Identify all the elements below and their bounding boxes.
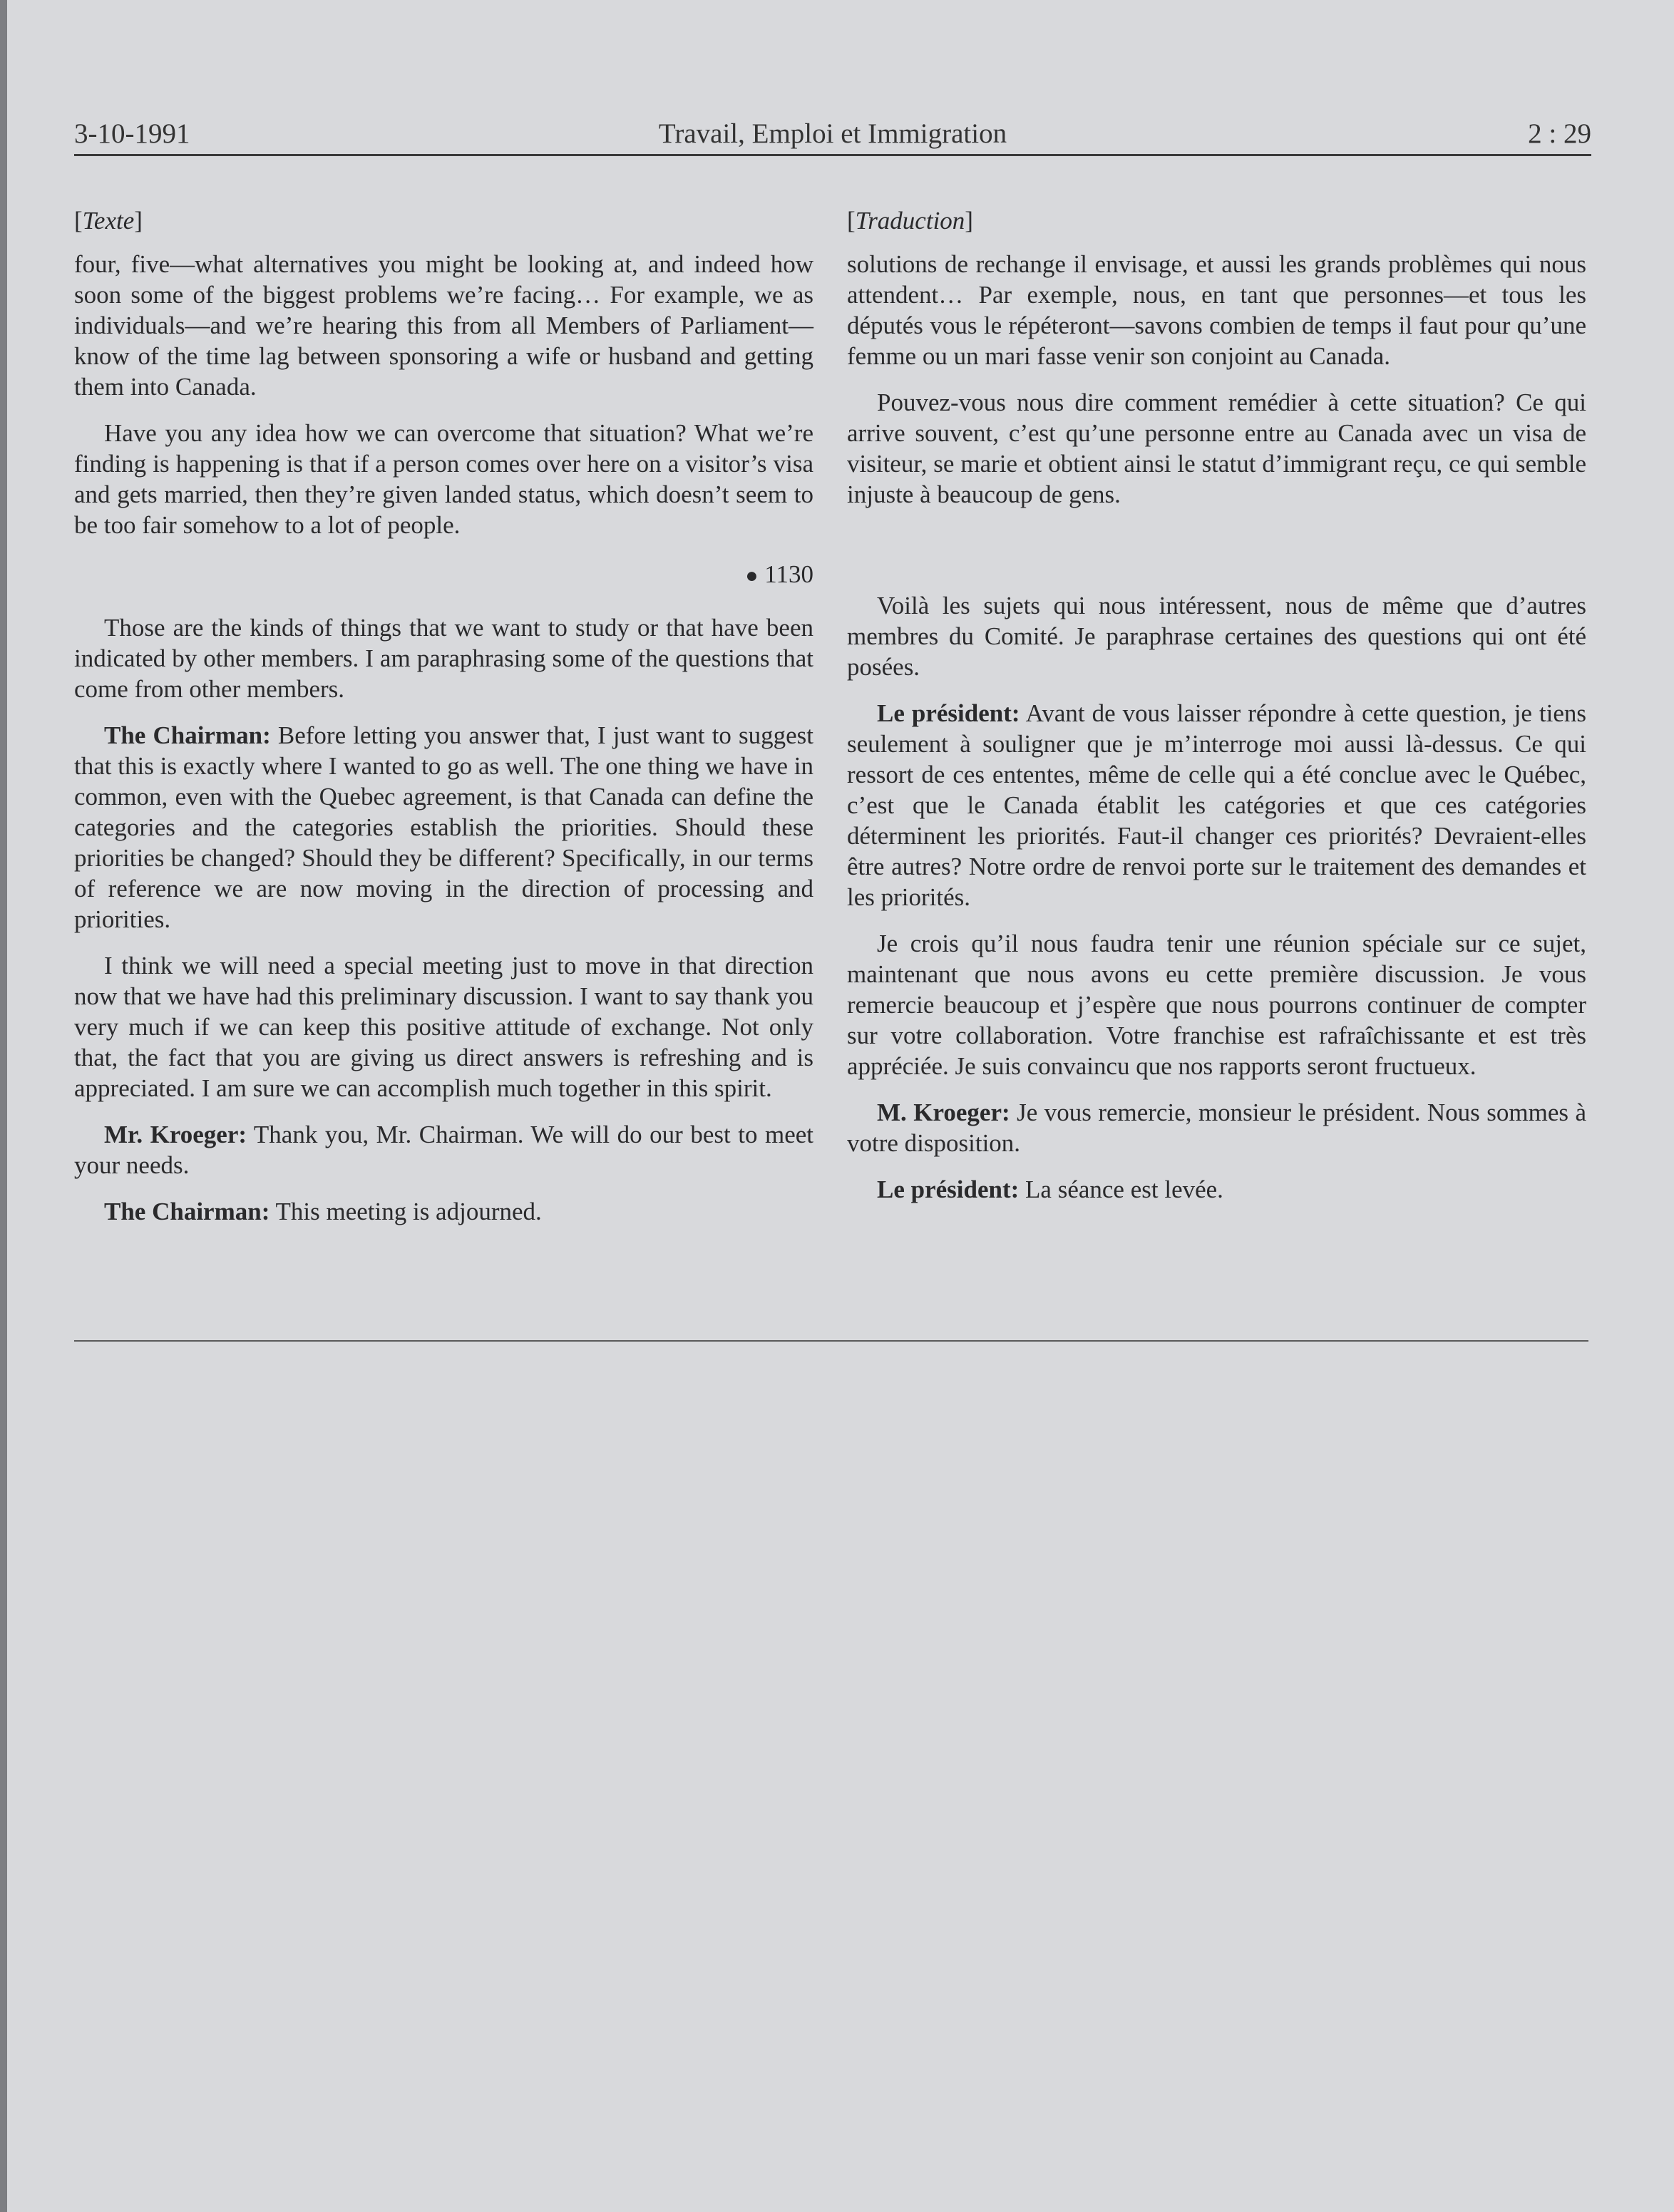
time-marker	[74, 559, 813, 591]
bullet-icon: ●	[745, 564, 759, 587]
paragraph: Pouvez-vous nous dire comment remédier à cette situation? Ce qui arrive souvent, c’est qu’une personne entre au Canada avec un visa de visiteur, se marie et obtient ainsi le statut d’immigrant reçu, ce qui semble injuste à beaucoup de gens.	[847, 389, 1586, 508]
paragraph: Voilà les sujets qui nous intéressent, nous de même que d’autres membres du Comité. Je paraphrase certaines des questions qui ont été posées.	[847, 592, 1586, 681]
speech-paragraph	[847, 698, 1586, 912]
column-tag: [Traduction]	[847, 207, 973, 235]
page-binding-edge	[0, 0, 7, 2212]
speaker-name: Le président:	[877, 1176, 1020, 1203]
speech-text: Je vous remercie, monsieur le président. Nous sommes à votre disposition.	[847, 1099, 1586, 1157]
header-date: 3-10-1991	[74, 118, 190, 149]
speech-paragraph	[74, 1119, 813, 1180]
speaker-name: Mr. Kroeger:	[104, 1121, 247, 1148]
speech-paragraph	[847, 1097, 1586, 1158]
speech-text: Before letting you answer that, I just want to suggest that this is exactly where I wanted to go as well. The one thing we have in common, even with the Quebec agreement, is that Canada can define the categories and the categories establish the priorities. Should these priorities be changed? Should they be different? Specifically, in our terms of reference we are now moving in the direction of processing and priorities.	[74, 721, 813, 933]
speaker-name: M. Kroeger:	[877, 1099, 1010, 1126]
speech-text: This meeting is adjourned.	[275, 1198, 542, 1225]
header-page-number: 2 : 29	[1528, 118, 1591, 149]
header-rule	[74, 154, 1591, 156]
paragraph: solutions de rechange il envisage, et aussi les grands problèmes qui nous attendent… Par exemple, nous, en tant que personnes—et tous les députés vous le répéteront—savons combien de temps il faut pour qu’une femme ou un mari fasse venir son conjoint au Canada.	[847, 250, 1586, 370]
speech-paragraph	[74, 1196, 813, 1227]
speech-text: Avant de vous laisser répondre à cette question, je tiens seulement à souligner que je m’interroge moi aussi là-dessus. Ce qui ressort de ces ententes, même de celle qui a été conclue avec le Québec, c’est que le Canada établit les catégories et que ces catégories déterminent les priorités. Faut-il changer ces priorités? Devraient-elles être autres? Notre ordre de renvoi porte sur le traitement des demandes et les priorités.	[847, 699, 1586, 911]
english-column	[74, 205, 813, 1243]
header-title: Travail, Emploi et Immigration	[658, 118, 1007, 149]
column-tag: [Texte]	[74, 207, 143, 235]
french-column	[847, 205, 1586, 1220]
speech-paragraph	[74, 720, 813, 935]
column-tag-label: Traduction	[855, 207, 965, 235]
time-marker-value: 1130	[764, 560, 813, 588]
paragraph: four, five—what alternatives you might be looking at, and indeed how soon some of the biggest problems we’re facing… For example, we as individuals—and we’re hearing this from all Members of Parliament—know of the time lag between sponsoring a wife or husband and getting them into Canada.	[74, 250, 813, 401]
speech-text: La séance est levée.	[1025, 1176, 1223, 1203]
column-tag-label: Texte	[82, 207, 135, 235]
paragraph: Je crois qu’il nous faudra tenir une réunion spéciale sur ce sujet, maintenant que nous avons eu cette première discussion. Je vous remercie beaucoup et j’espère que nous pourrons continuer de compter sur votre collaboration. Votre franchise est rafraîchissante et est très appréciée. Je suis convaincu que nos rapports seront fructueux.	[847, 930, 1586, 1080]
footer-rule	[74, 1340, 1588, 1342]
speaker-name: Le président:	[877, 699, 1020, 727]
speech-text: Thank you, Mr. Chairman. We will do our best to meet your needs.	[74, 1121, 813, 1179]
speaker-name: The Chairman:	[104, 1198, 270, 1225]
paragraph: I think we will need a special meeting just to move in that direction now that we have had this preliminary discussion. I want to say thank you very much if we can keep this positive attitude of exchange. Not only that, the fact that you are giving us direct answers is refreshing and is appreciated. I am sure we can accomplish much together in this spirit.	[74, 952, 813, 1102]
marker-spacer	[847, 525, 1586, 590]
page-header	[74, 115, 1591, 153]
speech-paragraph	[847, 1174, 1586, 1205]
speaker-name: The Chairman:	[104, 721, 271, 749]
paragraph: Those are the kinds of things that we want to study or that have been indicated by other members. I am paraphrasing some of the questions that come from other members.	[74, 614, 813, 703]
paragraph: Have you any idea how we can overcome that situation? What we’re finding is happening is that if a person comes over here on a visitor’s visa and gets married, then they’re given landed status, which doesn’t seem to be too fair somehow to a lot of people.	[74, 419, 813, 539]
